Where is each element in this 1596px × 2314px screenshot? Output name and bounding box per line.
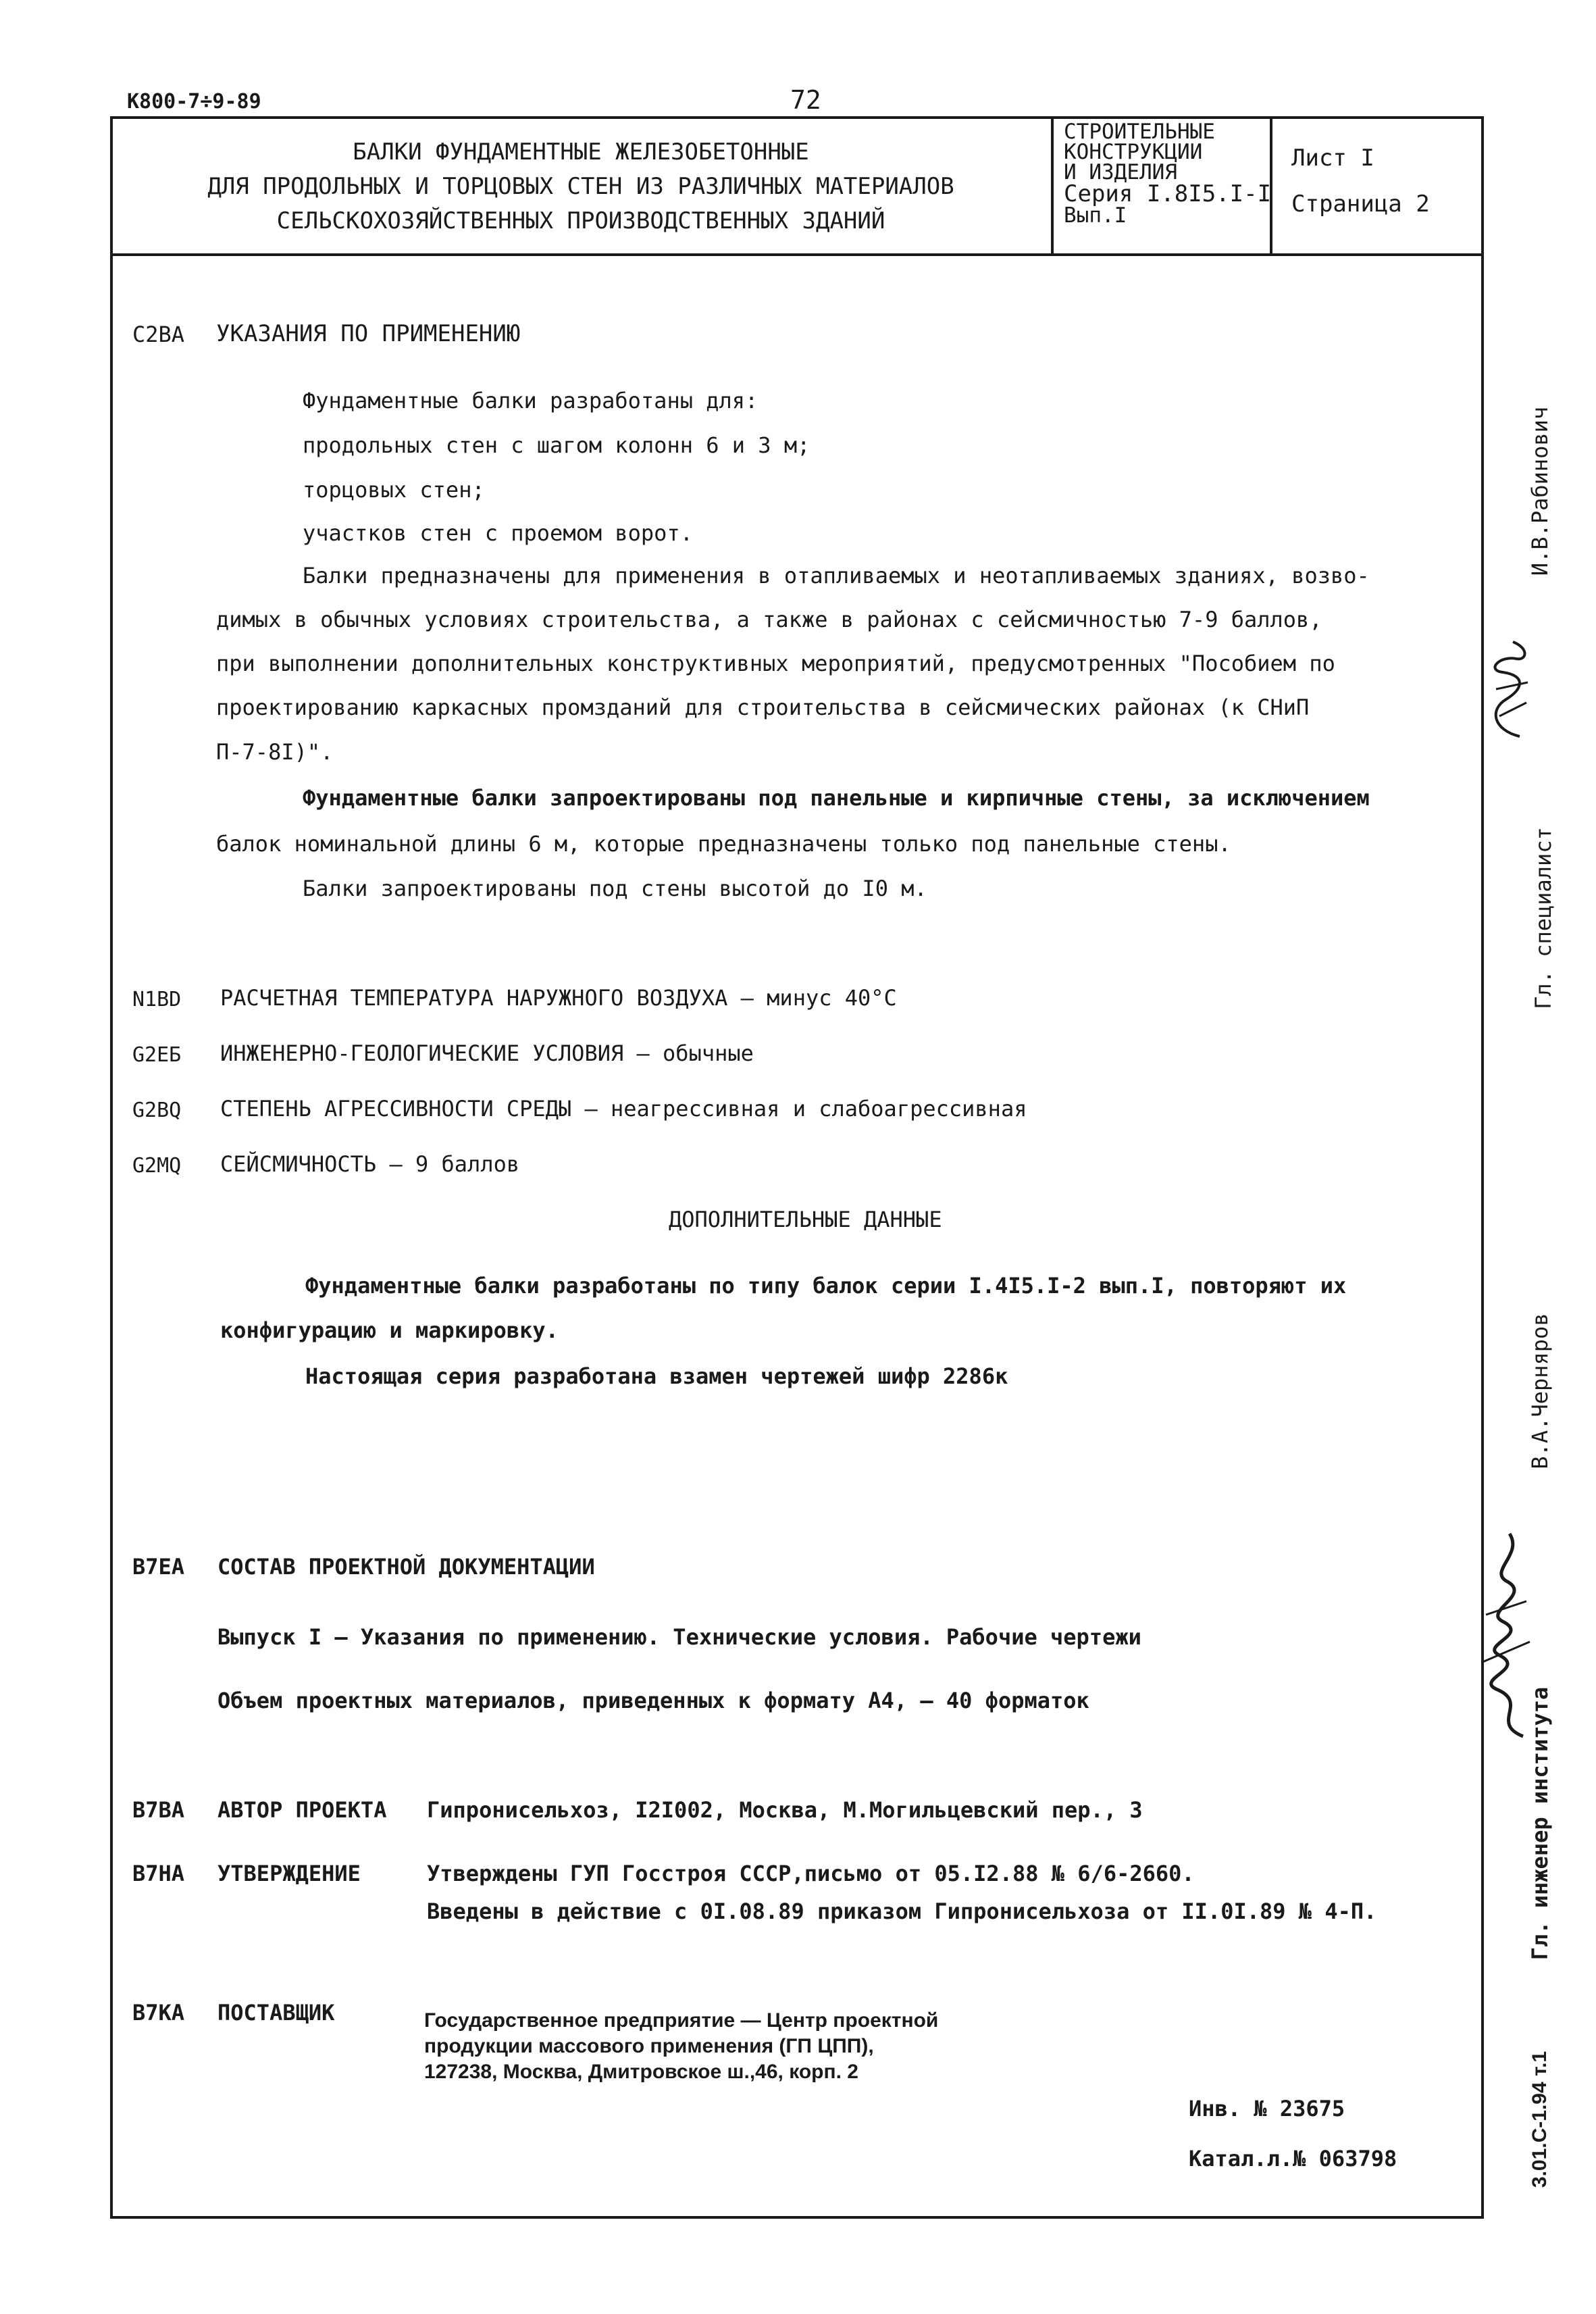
param-code: G2BQ — [132, 1099, 182, 1122]
supplier-line: продукции массового применения (ГП ЦПП), — [424, 2035, 874, 2057]
catalog-number: Катал.л.№ 063798 — [1189, 2146, 1397, 2171]
author-text: Гипронисельхоз, I2I002, Москва, М.Могильцевский пер., 3 — [427, 1797, 1143, 1823]
usage-line: димых в обычных условиях строительства, а также в районах с сейсмичностью 7-9 баллов, — [216, 607, 1322, 632]
additional-line: Фундаментные балки разработаны по типу балок серии I.4I5.I-2 вып.I, повторяют их — [305, 1273, 1347, 1299]
page-label: Страница 2 — [1291, 191, 1430, 218]
usage-line: П-7-8I)". — [216, 739, 334, 765]
approval-line: Введены в действие с 0I.08.89 приказом Гипронисельхоза от II.0I.89 № 4-П. — [427, 1898, 1377, 1924]
header-title-line-3: СЕЛЬСКОХОЗЯЙСТВЕННЫХ ПРОИЗВОДСТВЕННЫХ ЗДАНИЙ — [276, 207, 885, 234]
category-line-2: КОНСТРУКЦИИ — [1064, 140, 1203, 164]
supplier-block — [424, 2008, 938, 2085]
composition-title: СОСТАВ ПРОЕКТНОЙ ДОКУМЕНТАЦИИ — [217, 1554, 595, 1580]
usage-line: балок номинальной длины 6 м, которые предназначены только под панельные стены. — [216, 831, 1231, 857]
usage-line: торцовых стен; — [303, 477, 485, 503]
approval-code: В7НА — [132, 1861, 185, 1886]
approval-label: УТВЕРЖДЕНИЕ — [217, 1861, 361, 1886]
supplier-line: Государственное предприятие — Центр проектной — [424, 2009, 939, 2032]
supplier-line: 127238, Москва, Дмитровское ш.,46, корп. 2 — [424, 2061, 858, 2083]
usage-title: УКАЗАНИЯ ПО ПРИМЕНЕНИЮ — [216, 320, 521, 347]
usage-line: участков стен с проемом ворот. — [303, 520, 693, 546]
param-text: РАСЧЕТНАЯ ТЕМПЕРАТУРА НАРУЖНОГО ВОЗДУХА – минус 40°С — [220, 985, 897, 1011]
param-text: ИНЖЕНЕРНО-ГЕОЛОГИЧЕСКИЕ УСЛОВИЯ – обычные — [220, 1040, 754, 1066]
usage-code: С2ВА — [132, 322, 185, 347]
header-title-line-1: БАЛКИ ФУНДАМЕНТНЫЕ ЖЕЛЕЗОБЕТОННЫЕ — [353, 139, 809, 166]
param-text: СТЕПЕНЬ АГРЕССИВНОСТИ СРЕДЫ – неагрессивная и слабоагрессивная — [220, 1096, 1027, 1122]
inventory-number: Инв. № 23675 — [1189, 2096, 1345, 2121]
param-code: N1BD — [132, 988, 182, 1011]
header-divider — [110, 253, 1484, 256]
usage-line: Фундаментные балки запроектированы под панельные и кирпичные стены, за исключением — [303, 785, 1370, 811]
composition-code: В7ЕА — [132, 1554, 185, 1580]
category-line-1: СТРОИТЕЛЬНЫЕ — [1064, 120, 1215, 144]
usage-line: проектированию каркасных промзданий для строительства в сейсмических районах (к СНиП — [216, 695, 1310, 720]
param-text: СЕЙСМИЧНОСТЬ – 9 баллов — [220, 1151, 520, 1177]
approval-line: Утверждены ГУП Госстроя СССР,письмо от 05.I2.88 № 6/6-2660. — [427, 1861, 1195, 1886]
header-title-line-2: ДЛЯ ПРОДОЛЬНЫХ И ТОРЦОВЫХ СТЕН ИЗ РАЗЛИЧНЫХ МАТЕРИАЛОВ — [207, 173, 954, 200]
supplier-label: ПОСТАВЩИК — [217, 2000, 335, 2026]
composition-line: Выпуск I – Указания по применению. Технические условия. Рабочие чертежи — [217, 1624, 1141, 1650]
document-code: К800-7÷9-89 — [127, 90, 261, 114]
author-code: В7ВА — [132, 1797, 185, 1823]
sheet-label: Лист I — [1291, 145, 1374, 172]
category-line-3: И ИЗДЕЛИЯ — [1064, 160, 1177, 184]
specialist-name: И.В.Рабинович — [1527, 406, 1553, 576]
edition-code: 3.01.С-1.94 т.1 — [1528, 2051, 1551, 2188]
composition-line: Объем проектных материалов, приведенных к формату А4, – 40 форматок — [217, 1688, 1089, 1713]
category-line-5: Вып.I — [1064, 203, 1127, 228]
usage-line: при выполнении дополнительных конструктивных мероприятий, предусмотренных "Пособием по — [216, 651, 1335, 676]
usage-line: Балки предназначены для применения в отапливаемых и неотапливаемых зданиях, возво- — [303, 563, 1370, 588]
param-code: G2EБ — [132, 1043, 182, 1067]
additional-line: Настоящая серия разработана взамен чертежей шифр 2286к — [305, 1363, 1008, 1389]
usage-line: Фундаментные балки разработаны для: — [303, 388, 758, 413]
engineer-title: Гл. инженер института — [1527, 1686, 1553, 1961]
usage-line: Балки запроектированы под стены высотой до I0 м. — [303, 876, 927, 901]
additional-title: ДОПОЛНИТЕЛЬНЫЕ ДАННЫЕ — [669, 1207, 942, 1232]
category-line-4: Серия I.8I5.I-I — [1064, 180, 1272, 207]
specialist-signature-icon — [1479, 635, 1540, 743]
usage-line: продольных стен с шагом колонн 6 и 3 м; — [303, 432, 810, 458]
supplier-code: В7КА — [132, 2000, 185, 2026]
engineer-name: В.А.Черняров — [1527, 1313, 1553, 1469]
engineer-signature-icon — [1469, 1527, 1543, 1743]
header-divider-1 — [1051, 116, 1054, 255]
additional-line: конфигурацию и маркировку. — [220, 1317, 559, 1343]
page-number: 72 — [790, 85, 821, 115]
header-category — [1064, 122, 1271, 226]
specialist-title: Гл. специалист — [1530, 827, 1556, 1009]
param-code: G2MQ — [132, 1154, 182, 1178]
author-label: АВТОР ПРОЕКТА — [217, 1797, 387, 1823]
